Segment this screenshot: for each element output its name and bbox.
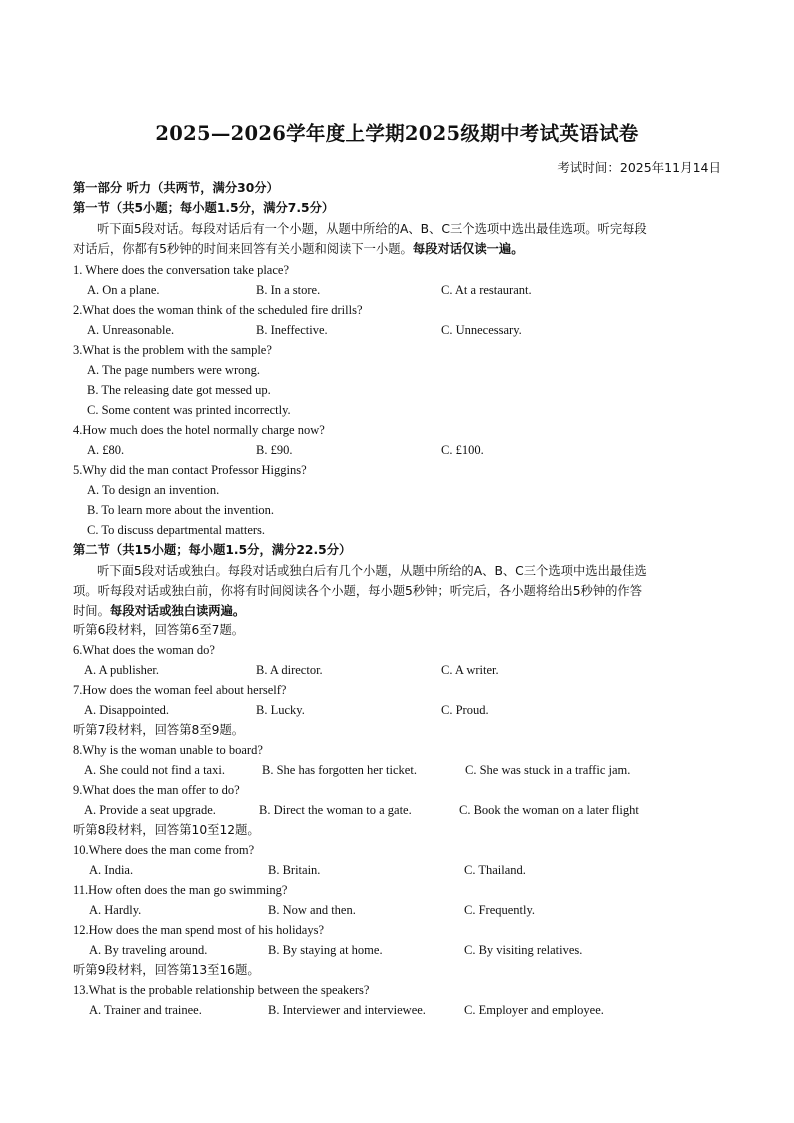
instruction-text: 时间。 [73,604,110,618]
question-8-option-a[interactable]: A. She could not find a taxi. [84,763,225,777]
question-1-option-a[interactable]: A. On a plane. [87,283,160,297]
page-title: 2025—2026学年度上学期2025级期中考试英语试卷 [155,122,639,145]
question-2-option-c[interactable]: C. Unnecessary. [441,323,522,337]
question-4-option-c[interactable]: C. £100. [441,443,484,457]
question-13-option-c[interactable]: C. Employer and employee. [464,1003,604,1017]
material-6-note: 听第6段材料，回答第6至7题。 [73,623,245,637]
question-4-option-b[interactable]: B. £90. [256,443,293,457]
question-9-option-c[interactable]: C. Book the woman on a later flight [459,803,639,817]
question-1-option-b[interactable]: B. In a store. [256,283,321,297]
question-10-option-c[interactable]: C. Thailand. [464,863,526,877]
section1-instruction-line2 [73,239,723,259]
exam-time: 考试时间：2025年11月14日 [557,160,721,175]
question-6-option-c[interactable]: C. A writer. [441,663,499,677]
section2-instruction-line2: 项。听每段对话或独白前，你将有时间阅读各个小题，每小题5秒钟；听完后，各小题将给出5秒钟的作答 [73,584,643,598]
part1-heading: 第一部分 听力（共两节，满分30分） [73,181,279,195]
question-5-stem: 5.Why did the man contact Professor Higgins? [73,463,307,477]
question-2-option-a[interactable]: A. Unreasonable. [87,323,175,337]
question-9-stem: 9.What does the man offer to do? [73,783,240,797]
section2-instruction [73,561,723,621]
question-9-option-a[interactable]: A. Provide a seat upgrade. [84,803,216,817]
question-11-option-b[interactable]: B. Now and then. [268,903,356,917]
material-8-note: 听第8段材料，回答第10至12题。 [73,823,260,837]
question-7-option-b[interactable]: B. Lucky. [256,703,305,717]
question-10-option-b[interactable]: B. Britain. [268,863,321,877]
question-13-stem: 13.What is the probable relationship between the speakers? [73,983,370,997]
question-10-option-a[interactable]: A. India. [89,863,134,877]
question-2-option-b[interactable]: B. Ineffective. [256,323,328,337]
question-8-stem: 8.Why is the woman unable to board? [73,743,263,757]
instruction-text: 对话后，你都有5秒钟的时间来回答有关小题和阅读下一小题。 [73,242,413,256]
question-1-option-c[interactable]: C. At a restaurant. [441,283,532,297]
section1-instruction [73,219,723,259]
question-12-option-c[interactable]: C. By visiting relatives. [464,943,583,957]
question-13-option-a[interactable]: A. Trainer and trainee. [89,1003,202,1017]
question-5-option-c[interactable]: C. To discuss departmental matters. [87,523,266,537]
instruction-emphasis: 每段对话或独白读两遍。 [109,604,246,618]
section2-instruction-line1: 听下面5段对话或独白。每段对话或独白后有几个小题，从题中所给的A、B、C三个选项中选出最佳选 [97,564,647,578]
question-4-option-a[interactable]: A. £80. [87,443,125,457]
section2-heading: 第二节（共15小题；每小题1.5分，满分22.5分） [73,543,352,557]
section1-instruction-line1: 听下面5段对话。每段对话后有一个小题，从题中所给的A、B、C三个选项中选出最佳选项。听完每段 [97,222,647,236]
question-8-option-c[interactable]: C. She was stuck in a traffic jam. [465,763,631,777]
question-13-option-b[interactable]: B. Interviewer and interviewee. [268,1003,426,1017]
question-4-stem: 4.How much does the hotel normally charge now? [73,423,325,437]
material-7-note: 听第7段材料，回答第8至9题。 [73,723,245,737]
question-3-stem: 3.What is the problem with the sample? [73,343,272,357]
question-3-option-c[interactable]: C. Some content was printed incorrectly. [87,403,291,417]
material-9-note: 听第9段材料，回答第13至16题。 [73,963,260,977]
question-7-stem: 7.How does the woman feel about herself? [73,683,287,697]
question-11-stem: 11.How often does the man go swimming? [73,883,288,897]
question-6-option-b[interactable]: B. A director. [256,663,323,677]
question-5-option-a[interactable]: A. To design an invention. [87,483,220,497]
question-2-stem: 2.What does the woman think of the scheduled fire drills? [73,303,363,317]
question-3-option-b[interactable]: B. The releasing date got messed up. [87,383,271,397]
question-6-stem: 6.What does the woman do? [73,643,215,657]
question-1-stem: 1. Where does the conversation take place? [73,263,289,277]
question-12-option-a[interactable]: A. By traveling around. [89,943,208,957]
question-7-option-a[interactable]: A. Disappointed. [84,703,170,717]
question-10-stem: 10.Where does the man come from? [73,843,255,857]
instruction-emphasis: 每段对话仅读一遍。 [412,242,524,256]
question-6-option-a[interactable]: A. A publisher. [84,663,160,677]
question-8-option-b[interactable]: B. She has forgotten her ticket. [262,763,417,777]
question-9-option-b[interactable]: B. Direct the woman to a gate. [259,803,412,817]
section1-heading: 第一节（共5小题；每小题1.5分，满分7.5分） [73,201,335,215]
question-12-stem: 12.How does the man spend most of his holidays? [73,923,325,937]
question-3-option-a[interactable]: A. The page numbers were wrong. [87,363,260,377]
question-7-option-c[interactable]: C. Proud. [441,703,489,717]
question-11-option-a[interactable]: A. Hardly. [89,903,142,917]
question-11-option-c[interactable]: C. Frequently. [464,903,536,917]
section2-instruction-line3 [73,601,723,621]
question-12-option-b[interactable]: B. By staying at home. [268,943,383,957]
question-5-option-b[interactable]: B. To learn more about the invention. [87,503,275,517]
